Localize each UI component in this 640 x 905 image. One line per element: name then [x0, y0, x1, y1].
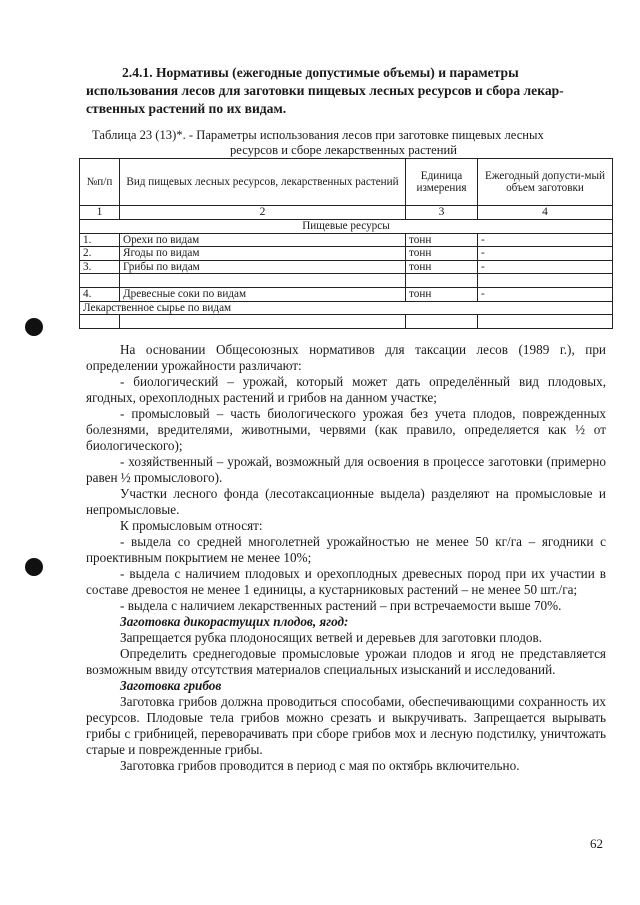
col-number: 1	[80, 206, 120, 220]
col-number: 4	[478, 206, 613, 220]
row-volume: -	[478, 247, 613, 261]
table-caption	[92, 128, 606, 158]
row-unit: тонн	[406, 247, 478, 261]
subheading-mushrooms: Заготовка грибов	[120, 678, 222, 693]
body-text	[86, 342, 606, 774]
paragraph: - выдела с наличием лекарственных растений – при встречаемости выше 70%.	[120, 598, 562, 613]
section-label-medicinal: Лекарственное сырье по видам	[80, 301, 613, 315]
paragraph: Заготовка грибов проводится в период с мая по октябрь включительно.	[120, 758, 520, 773]
row-unit: тонн	[406, 233, 478, 247]
paragraph: Участки лесного фонда (лесотаксационные выдела) разделяют на промысловые и непромысловые.	[86, 486, 606, 517]
paragraph: - хозяйственный – урожай, возможный для освоения в процессе заготовки (примерно равен ½ промыслового).	[86, 454, 606, 485]
table-row	[80, 260, 613, 274]
table-row	[80, 233, 613, 247]
header-unit: Единица измерения	[406, 159, 478, 206]
section-label-food: Пищевые ресурсы	[80, 220, 613, 234]
heading-line-2: использования лесов для заготовки пищевых лесных ресурсов и сбора лекар-	[86, 83, 564, 98]
row-num: 4.	[80, 288, 120, 302]
paragraph: Заготовка грибов должна проводиться способами, обеспечивающими сохранность их ресурсов. Плодовые тела грибов можно срезать и выкручивать. Запрещается вырывать грибы с грибницей, переворачивать при сборе грибов мох и лесную подстилку, уничтожать старые и поврежденные грибы.	[86, 694, 606, 757]
header-num: №п/п	[80, 159, 120, 206]
table-caption-line-1: Таблица 23 (13)*. - Параметры использования лесов при заготовке пищевых лесных	[92, 128, 544, 142]
table-row	[80, 288, 613, 302]
heading-line-3: ственных растений по их видам.	[86, 101, 287, 116]
table-header-row	[80, 159, 613, 206]
paragraph: - биологический – урожай, который может дать определённый вид плодовых, ягодных, орехоплодных растений и грибов на данном участке;	[86, 374, 606, 405]
table-caption-line-2: ресурсов и сборе лекарственных растений	[230, 143, 457, 157]
row-kind: Ягоды по видам	[120, 247, 406, 261]
paragraph: К промысловым относят:	[120, 518, 263, 533]
paragraph: На основании Общесоюзных нормативов для таксации лесов (1989 г.), при определении урожайности различают:	[86, 342, 606, 373]
row-num: 2.	[80, 247, 120, 261]
paragraph: - выдела с наличием плодовых и орехоплодных древесных пород при их участии в составе древостоя не менее 1 единицы, а кустарниковых растений – не менее 50 шт./га;	[86, 566, 606, 597]
header-volume: Ежегодный допусти-мый объем заготовки	[478, 159, 613, 206]
col-number: 2	[120, 206, 406, 220]
row-volume: -	[478, 233, 613, 247]
page-number: 62	[590, 836, 603, 851]
row-volume: -	[478, 288, 613, 302]
section-row-medicinal	[80, 301, 613, 315]
paragraph: Определить среднегодовые промысловые урожаи плодов и ягод не представляется возможным ввиду отсутствия материалов специальных изысканий и исследований.	[86, 646, 606, 677]
col-number: 3	[406, 206, 478, 220]
paragraph: - выдела со средней многолетней урожайностью не менее 50 кг/га – ягодники с проективным покрытием не менее 10%;	[86, 534, 606, 565]
table-row-empty	[80, 315, 613, 329]
row-kind: Грибы по видам	[120, 260, 406, 274]
row-num: 3.	[80, 260, 120, 274]
section-row-food	[80, 220, 613, 234]
paragraph: - промысловый – часть биологического урожая без учета плодов, поврежденных болезнями, вредителями, животными, червями (как правило, определяется как ½ от биологического);	[86, 406, 606, 453]
subheading-fruits: Заготовка дикорастущих плодов, ягод:	[120, 614, 349, 629]
header-kind: Вид пищевых лесных ресурсов, лекарственных растений	[120, 159, 406, 206]
row-num: 1.	[80, 233, 120, 247]
heading-line-1: 2.4.1. Нормативы (ежегодные допустимые объемы) и параметры	[122, 65, 519, 80]
column-numbers-row	[80, 206, 613, 220]
row-unit: тонн	[406, 288, 478, 302]
norms-table	[79, 158, 613, 329]
table-row	[80, 247, 613, 261]
section-heading	[86, 64, 606, 118]
row-unit: тонн	[406, 260, 478, 274]
binder-hole-top	[25, 318, 43, 336]
row-kind: Древесные соки по видам	[120, 288, 406, 302]
binder-hole-bottom	[25, 558, 43, 576]
row-volume: -	[478, 260, 613, 274]
table-row-empty	[80, 274, 613, 288]
row-kind: Орехи по видам	[120, 233, 406, 247]
paragraph: Запрещается рубка плодоносящих ветвей и деревьев для заготовки плодов.	[120, 630, 543, 645]
